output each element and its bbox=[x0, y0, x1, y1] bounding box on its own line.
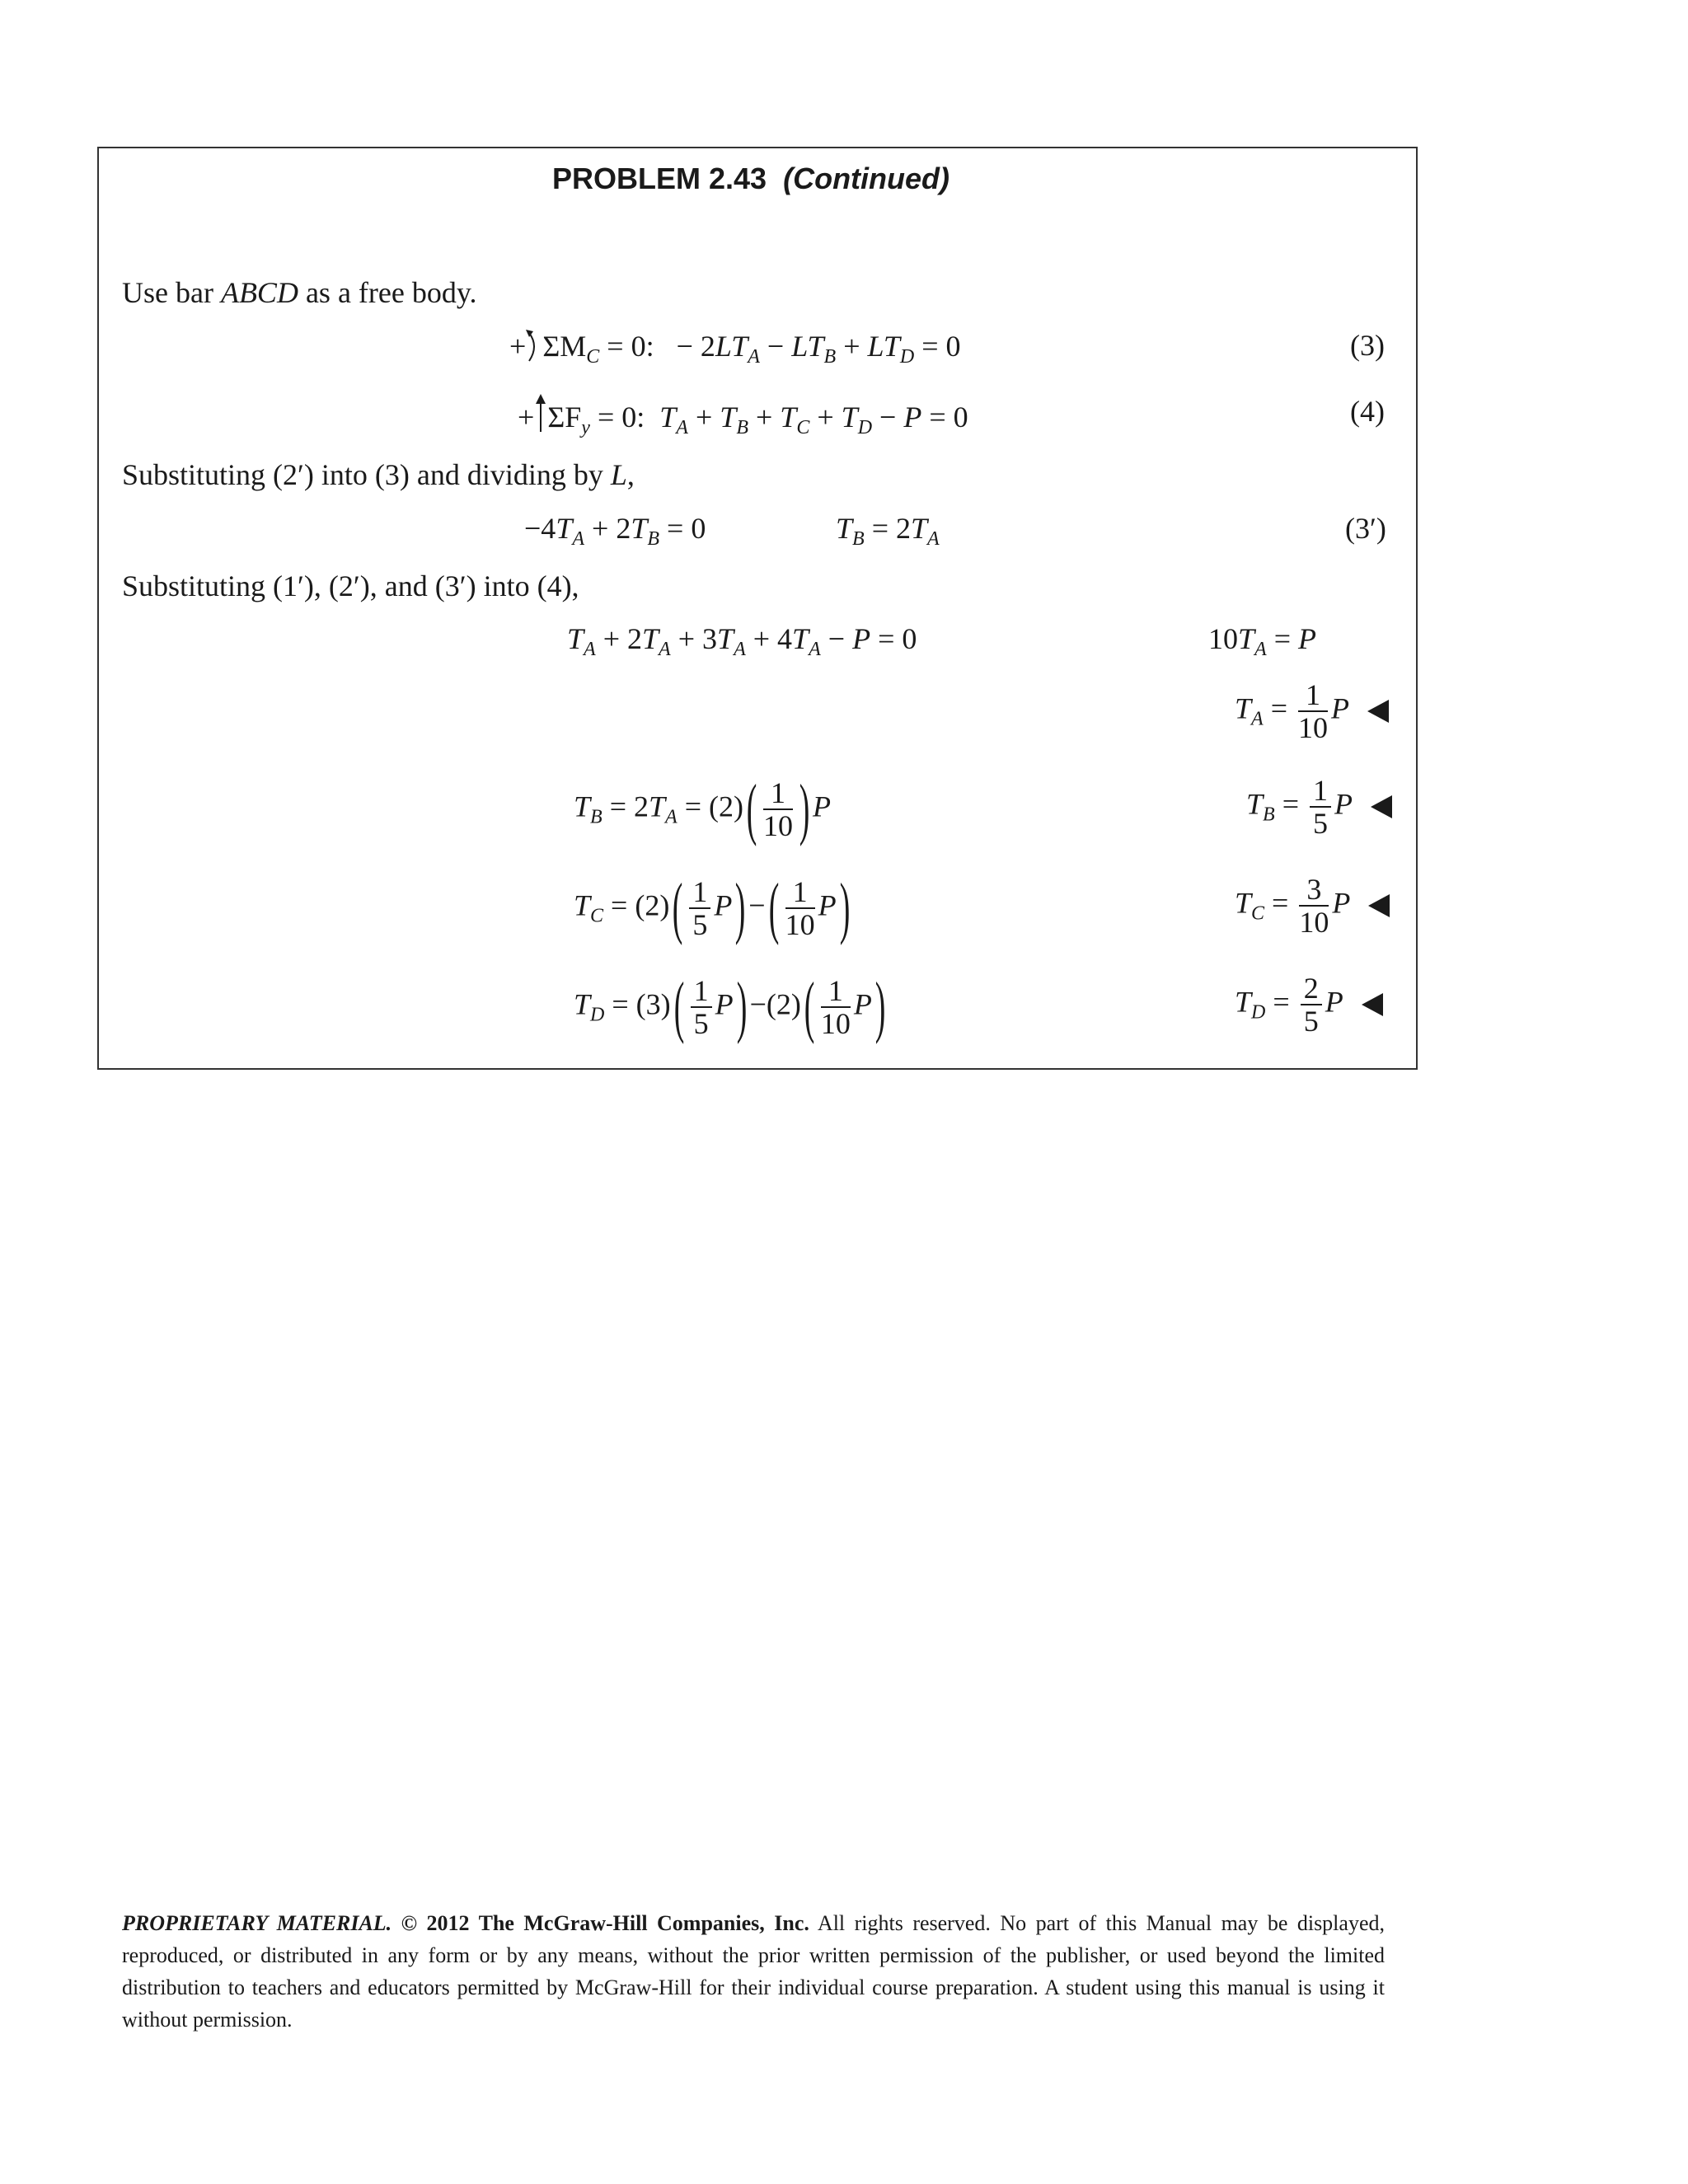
footer-body: All rights reserved. No part of this Manual may be displayed, reproduced, or distributed in any form or by any means, without the prior written permission of the publisher, or used beyond the limited distribution to teachers and educators permitted by McGraw-Hill for their individual course preparation. A student using this manual is using it without permission. bbox=[122, 1911, 1385, 2032]
tc-derivation: $T_C = (2)$( $\frac{1}{5}$ P) −( $\frac{1}{10}$ P) bbox=[574, 869, 850, 946]
substitution-text-2: Substituting (1′), (2′), and (3′) into (4), bbox=[122, 569, 579, 602]
eq-tag-4: (4) bbox=[1350, 395, 1385, 428]
answer-marker-icon bbox=[1362, 993, 1383, 1016]
eq-tag-3-prime: (3′) bbox=[1345, 512, 1386, 545]
up-arrow-icon: + bbox=[518, 401, 547, 434]
equation-3-prime-left: $-4T_A + 2T_B = 0$ bbox=[524, 512, 706, 550]
answer-tc: $T_C$ = $\frac{3}{10}$ P bbox=[1235, 874, 1390, 938]
copyright-footer bbox=[122, 1907, 1385, 2036]
sum-equation: $T_A + 2T_A + 3T_A + 4T_A - P = 0$ bbox=[567, 622, 917, 660]
eq-tag-3: (3) bbox=[1350, 329, 1385, 362]
answer-marker-icon bbox=[1367, 700, 1389, 723]
answer-td: $T_D$ = $\frac{2}{5}$ P bbox=[1235, 972, 1383, 1037]
sum-result: $10T_A = P$ bbox=[1208, 622, 1317, 660]
footer-lead: PROPRIETARY MATERIAL. bbox=[122, 1911, 392, 1935]
intro-text: Use bar ABCD as a free body. bbox=[122, 276, 477, 309]
footer-copyright: © 2012 The McGraw-Hill Companies, Inc. bbox=[401, 1911, 809, 1935]
page-title bbox=[552, 162, 950, 196]
force-equation: + $\Sigma F_y = 0$: $T_A + T_B + T_C + T_D - P = 0$ bbox=[518, 394, 968, 434]
td-derivation: $T_D = (3)$( $\frac{1}{5}$ P) −(2)( $\frac{1}{10}$ P) bbox=[574, 968, 886, 1045]
equation-3-prime-right: $T_B = 2T_A$ bbox=[836, 512, 940, 550]
answer-marker-icon bbox=[1368, 894, 1390, 917]
moment-equation: + $\Sigma M_C = 0$: − $2LT_A - LT_B + LT_D = 0$ bbox=[509, 330, 961, 368]
answer-ta: $T_A$ = $\frac{1}{10}$ P bbox=[1235, 679, 1389, 743]
ccw-moment-icon: + bbox=[509, 330, 542, 363]
substitution-text-1: Substituting (2′) into (3) and dividing by L, bbox=[122, 458, 635, 491]
answer-tb: $T_B$ = $\frac{1}{5}$ P bbox=[1246, 775, 1392, 839]
tb-derivation: $T_B = 2T_A = (2)$( $\frac{1}{10}$ ) P bbox=[574, 771, 831, 847]
continued-label: (Continued) bbox=[783, 162, 950, 195]
problem-number: PROBLEM 2.43 bbox=[552, 162, 767, 195]
answer-marker-icon bbox=[1371, 795, 1392, 818]
